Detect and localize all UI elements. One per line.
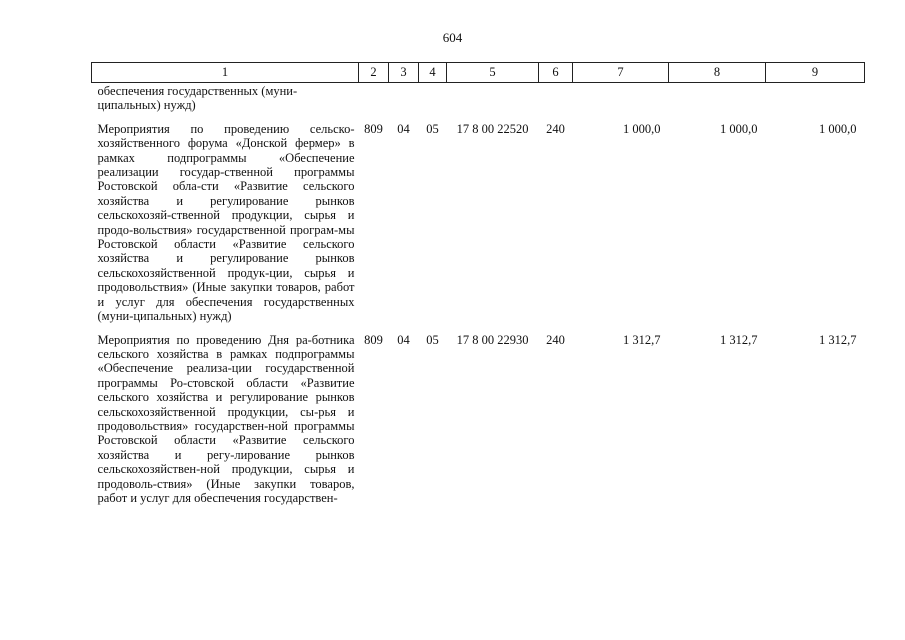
- cell-target-article: [447, 83, 539, 113]
- row-description: Мероприятия по проведению сельско-хозяйственного форума «Донской фермер» в рамках подпрограммы «Обеспечение реализации государ-ственной программы Ростовской обла-сти «Развитие сельского хозяйства и регулирование рынков сельскохозяй-ственной продукции, сырья и продо-вольствия» государственной програм-мы Ростовской области «Развитие сельского хозяйства и регулирование рынков сельскохозяйственной продук-ции, сырья и продовольствия» (Иные закупки товаров, работ и услуг для обеспечения государственных (муни-ципальных) нужд): [97, 121, 355, 324]
- cell-amount-1: 1 312,7: [623, 332, 661, 347]
- column-header: 3: [389, 63, 419, 83]
- cell-ministry-code: 809: [364, 332, 383, 347]
- table-row: [92, 324, 865, 506]
- column-header: 2: [359, 63, 389, 83]
- column-header: 7: [573, 63, 669, 83]
- cell-subsection: 05: [426, 332, 439, 347]
- column-header: 9: [766, 63, 865, 83]
- cell-target-article: 17 8 00 22930: [456, 332, 529, 347]
- cell-amount-2: [669, 83, 766, 113]
- cell-subsection: 05: [426, 121, 439, 136]
- cell-expense-type: 240: [546, 121, 565, 136]
- column-header: 6: [539, 63, 573, 83]
- cell-ministry-code: [359, 83, 389, 113]
- cell-amount-1: [573, 83, 669, 113]
- column-header: 8: [669, 63, 766, 83]
- cell-expense-type: 240: [546, 332, 565, 347]
- column-header: 1: [92, 63, 359, 83]
- row-description: Мероприятия по проведению Дня ра-ботника сельского хозяйства в рамках подпрограммы «Обеспечение реализа-ции государственной программы Ро-стовской области «Развитие сельского хозяйства и регулирование рынков сельскохозяйственной продукции, сы-рья и продовольствия» государствен-ной программы Ростовской области «Развитие сельского хозяйства и регу-лирование рынков сельскохозяйствен-ной продукции, сырья и продоволь-ствия» (Иные закупки товаров, работ и услуг для обеспечения государствен-: [97, 332, 355, 505]
- budget-table: [91, 62, 865, 505]
- cell-section: 04: [397, 121, 410, 136]
- cell-expense-type: [539, 83, 573, 113]
- cell-amount-3: 1 312,7: [819, 332, 857, 347]
- column-header: 5: [447, 63, 539, 83]
- cell-amount-3: [766, 83, 865, 113]
- header-row: [92, 63, 865, 83]
- row-description: обеспечения государственных (муни- ципальных) нужд): [97, 84, 298, 113]
- table-row: [92, 83, 865, 113]
- cell-subsection: [419, 83, 447, 113]
- cell-amount-2: 1 000,0: [720, 121, 758, 136]
- cell-section: 04: [397, 332, 410, 347]
- cell-ministry-code: 809: [364, 121, 383, 136]
- cell-amount-3: 1 000,0: [819, 121, 857, 136]
- column-header: 4: [419, 63, 447, 83]
- cell-section: [389, 83, 419, 113]
- cell-amount-1: 1 000,0: [623, 121, 661, 136]
- cell-target-article: 17 8 00 22520: [456, 121, 529, 136]
- table-row: [92, 113, 865, 324]
- page-number: 604: [442, 30, 463, 45]
- cell-amount-2: 1 312,7: [720, 332, 758, 347]
